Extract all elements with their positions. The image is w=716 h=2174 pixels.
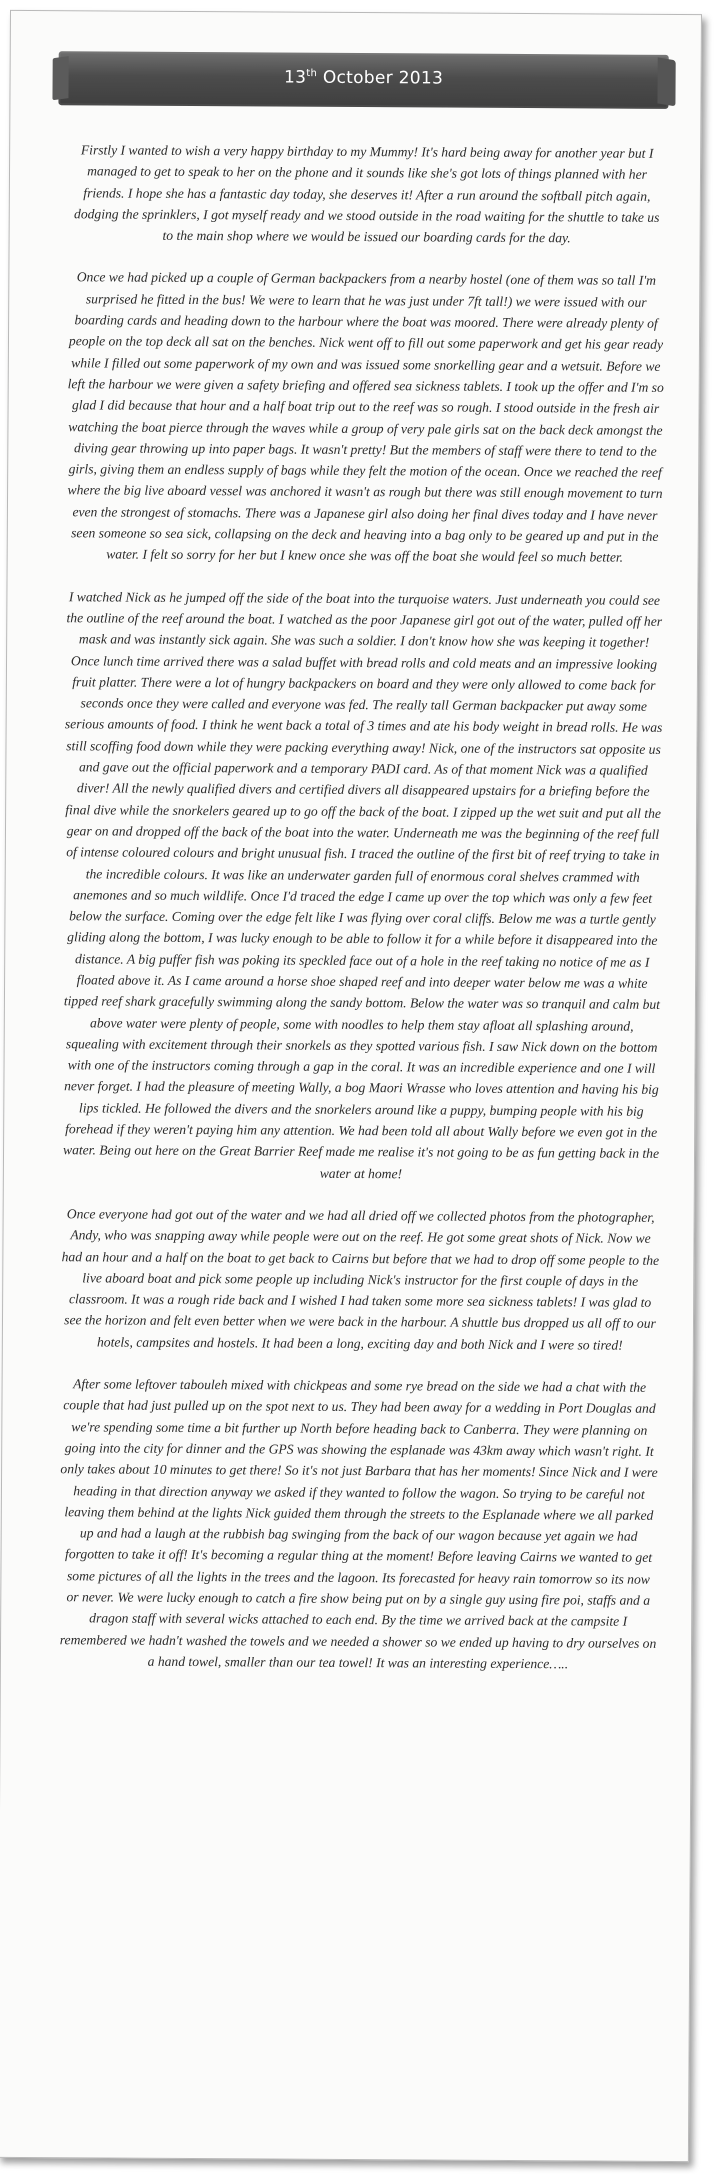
paragraph-evening: After some leftover tabouleh mixed with chickpeas and some rye bread on the side we had a chat with the couple that had just pulled up on the spot next to us. They had been away for a wedding in Port Douglas and we're spending some time a bit further up North before heading back to Canberra. They were planning on going into the city for dinner and the GPS was showing the esplanade was 43km away which wasn't right. It only takes about 10 minutes to get there! So it's not just Barbara that has her moments! Since Nick and I were heading in that direction anyway we asked if they wanted to follow the wagon. So trying to be careful not leaving them behind at the lights Nick guided them through the streets to the Esplanade where we all parked up and had a laugh at the rubbish bag swinging from the back of our wagon because yet again we had forgotten to take it off! It's becoming a regular thing at the moment! Before leaving Cairns we wanted to get some pictures of all the lights in the trees and the lagoon. Its forecasted for heavy rain tomorrow so its now or never. We were lucky enough to catch a fire show being put on by a single guy using fire poi, staffs and a dragon staff with several wicks attached to each end. By the time we arrived back at the campsite I remembered we hadn't washed the towels and we needed a shower so we ended up having to dry ourselves on a hand towel, smaller than our tea towel! It was an interesting experience…..	[59, 1376, 658, 1672]
paragraph-birthday: Firstly I wanted to wish a very happy birthday to my Mummy! It's hard being away for another year but I managed to get to speak to her on the phone and it sounds like she's got lots of things planned with her friends. I hope she has a fantastic day today, she deserves it! After a run around the softball pitch again, dodging the sprinklers, I got myself ready and we stood outside in the road waiting for the shuttle to take us to the main shop where we would be issued our boarding cards for the day.	[74, 142, 660, 246]
date-month-year: October 2013	[322, 67, 444, 89]
journal-body	[59, 139, 666, 1696]
journal-page	[0, 10, 702, 2162]
date-banner	[58, 51, 668, 109]
page-title	[59, 66, 669, 90]
date-day: 13	[283, 67, 307, 88]
paragraph-snorkelling: I watched Nick as he jumped off the side of the boat into the turquoise waters. Just underneath you could see the outline of the reef around the boat. I watched as the poor Japanese girl got out of the water, pulled off her mask and was instantly sick again. She was such a soldier. I don't know how she was keeping it together! Once lunch time arrived there was a salad buffet with bread rolls and cold meats and an impressive looking fruit platter. There were a lot of hungry backpackers on board and they were only allowed to come back for seconds once they were called and everyone was fed. The really tall German backpacker put away some serious amounts of food. I think he went back a total of 3 times and ate his body weight in bread rolls. He was still scoffing food down while they were packing everything away! Nick, one of the instructors sat opposite us and gave out the official paperwork and a temporary PADI card. As of that moment Nick was a qualified diver! All the newly qualified divers and certified divers all disappeared upstairs for a briefing before the final dive while the snorkelers geared up to go off the back of the boat. I zipped up the wet suit and put all the gear on and dropped off the back of the boat into the water. Underneath me was the beginning of the reef full of intense coloured colours and bright unusual fish. I traced the outline of the first bit of reef trying to take in the incredible colours. It was like an underwater garden full of enormous coral shelves crammed with anemones and so much wildlife. Once I'd traced the edge I came up over the top which was only a few feet below the surface. Coming over the edge felt like I was flying over coral cliffs. Below me was a turtle gently gliding along the bottom, I was lucky enough to be able to follow it for a while before it disappeared into the distance. A big puffer fish was poking its speckled face out of a hole in the reef taking no notice of me as I floated above it. As I came around a horse shoe shaped reef and into deeper water below me was a white tipped reef shark gracefully swimming along the sandy bottom. Below the water was so tranquil and calm but above water were plenty of people, some with noodles to help them stay afloat all splashing around, squealing with excitement through their snorkels as they spotted various fish. I saw Nick down on the bottom with one of the instructors coming through a gap in the coral. It was an incredible experience and one I will never forget. I had the pleasure of meeting Wally, a bog Maori Wrasse who loves attention and having his big lips tickled. He followed the divers and the snorkelers around like a puppy, bumping people with his big forehead if they weren't paying him any attention. We had been told all about Wally before we even got in the water. Being out here on the Great Barrier Reef made me realise it's not going to be as fun getting back in the water at home!	[62, 588, 663, 1181]
paragraph-return: Once everyone had got out of the water and we had all dried off we collected photos from the photographer, Andy, who was snapping away while people were out on the reef. He got some great shots of Nick. Now we had an hour and a half on the boat to get back to Cairns but before that we had to drop off some people to the live aboard boat and pick some people up including Nick's instructor for the first couple of days in the classroom. It was a rough ride back and I wished I had taken some more sea sickness tablets! I was glad to see the horizon and felt even better when we were back in the harbour. A shuttle bus dropped us all off to our hotels, campsites and hostels. It had been a long, exciting day and both Nick and I were so tired!	[61, 1206, 660, 1353]
paragraph-boat-trip: Once we had picked up a couple of German backpackers from a nearby hostel (one of them was so tall I'm surprised he fitted in the bus! We were to learn that he was just under 7ft tall!) we were issued with our boarding cards and heading down to the harbour where the boat was moored. There were already plenty of people on the top deck all sat on the benches. Nick went off to fill out some paperwork and get his gear ready while I filled out some paperwork of my own and was issued some snorkelling gear and a wetsuit. Before we left the harbour we were given a safety briefing and offered sea sickness tablets. I took up the offer and I'm so glad I did because that hour and a half boat trip out to the reef was so rough. I stood outside in the fresh air watching the boat pierce through the waves while a group of very pale girls sat on the back deck amongst the diving gear throwing up into paper bags. It wasn't pretty! But the members of staff were there to tend to the girls, giving them an endless supply of bags while they felt the motion of the ocean. Once we reached the reef where the big live aboard vessel was anchored it wasn't as rough but there was still enough movement to turn even the strongest of stomachs. There was a Japanese girl also doing her final dives today and I have never seen someone so sea sick, collapsing on the deck and heaving into a bag only to be geared up and put in the water. I felt so sorry for her but I knew once she was off the boat she would feel so much better.	[67, 269, 664, 565]
date-day-suffix: th	[306, 68, 318, 80]
